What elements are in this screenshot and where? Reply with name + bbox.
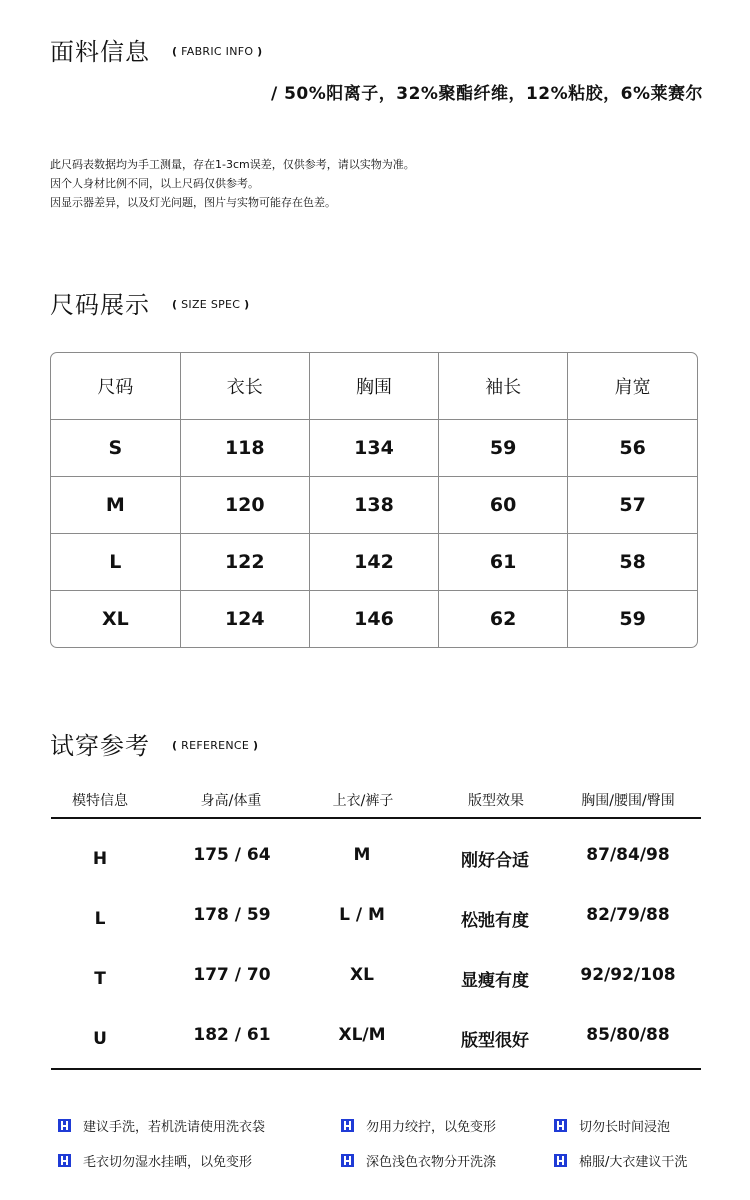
reference-bottom-rule: [51, 1068, 701, 1070]
reference-cell: XL: [350, 965, 374, 985]
reference-cell: T: [94, 969, 106, 989]
note-line: 此尺码表数据均为手工测量，存在1-3cm误差，仅供参考，请以实物为准。: [50, 158, 415, 171]
care-item: [58, 1151, 252, 1170]
care-text: 切勿长时间浸泡: [579, 1120, 671, 1135]
size-table: [50, 352, 698, 648]
fabric-title: 面料信息: [50, 38, 150, 66]
size-cell: 138: [309, 476, 438, 533]
reference-header: 上衣/裤子: [332, 793, 394, 809]
reference-cell: L / M: [339, 905, 385, 925]
reference-row: [50, 845, 701, 875]
size-table-header-row: [51, 353, 697, 419]
size-cell: S: [51, 419, 180, 476]
size-spec-subtitle: ( SIZE SPEC ): [172, 298, 250, 311]
notes: [50, 155, 415, 212]
hanger-h-icon: [58, 1119, 71, 1132]
care-item: [58, 1116, 265, 1135]
care-item: [341, 1151, 496, 1170]
size-table-row: [51, 419, 697, 476]
size-spec-title: 尺码展示: [50, 291, 150, 319]
care-item: [554, 1116, 670, 1135]
reference-row: [50, 905, 701, 935]
size-cell: 118: [180, 419, 309, 476]
size-cell: 60: [439, 476, 568, 533]
size-table-row: [51, 534, 697, 591]
reference-cell: XL/M: [338, 1025, 386, 1045]
reference-header: 模特信息: [72, 793, 128, 809]
reference-cell: 松弛有度: [461, 911, 529, 931]
size-cell: 62: [439, 591, 568, 647]
hanger-h-icon: [341, 1119, 354, 1132]
reference-cell: L: [94, 909, 106, 929]
reference-subtitle: ( REFERENCE ): [172, 739, 259, 752]
size-cell: M: [51, 476, 180, 533]
reference-cell: 82/79/88: [586, 905, 670, 925]
reference-header: 身高/体重: [200, 793, 262, 809]
size-table-header: 肩宽: [568, 353, 697, 419]
reference-row: [50, 1025, 701, 1055]
size-cell: XL: [51, 591, 180, 647]
care-text: 建议手洗，若机洗请使用洗衣袋: [83, 1120, 266, 1135]
size-cell: 57: [568, 476, 697, 533]
care-text: 毛衣切勿湿水挂晒，以免变形: [83, 1155, 253, 1170]
size-table-header: 袖长: [439, 353, 568, 419]
note-line: 因个人身材比例不同，以上尺码仅供参考。: [50, 177, 259, 190]
size-cell: 58: [568, 534, 697, 591]
size-table-header: 衣长: [180, 353, 309, 419]
reference-cell: H: [92, 849, 108, 869]
size-cell: 122: [180, 534, 309, 591]
care-text: 棉服/大衣建议干洗: [579, 1155, 688, 1170]
size-cell: 59: [439, 419, 568, 476]
care-item: [554, 1151, 687, 1170]
reference-cell: 87/84/98: [586, 845, 670, 865]
reference-cell: 182 / 61: [193, 1025, 271, 1045]
reference-cell: 178 / 59: [193, 905, 271, 925]
size-cell: L: [51, 534, 180, 591]
reference-header: 胸围/腰围/臀围: [581, 793, 675, 809]
hanger-h-icon: [341, 1154, 354, 1167]
reference-cell: 92/92/108: [580, 965, 676, 985]
note-line: 因显示器差异，以及灯光问题，图片与实物可能存在色差。: [50, 196, 336, 209]
care-item: [341, 1116, 496, 1135]
size-cell: 142: [309, 534, 438, 591]
reference-top-rule: [51, 817, 701, 819]
reference-cell: 175 / 64: [193, 845, 271, 865]
reference-cell: 版型很好: [461, 1031, 529, 1051]
size-cell: 120: [180, 476, 309, 533]
reference-cell: 177 / 70: [193, 965, 271, 985]
size-cell: 56: [568, 419, 697, 476]
reference-cell: 刚好合适: [461, 851, 529, 871]
size-cell: 59: [619, 608, 646, 631]
reference-cell: M: [353, 845, 371, 865]
size-table-row: [51, 591, 697, 647]
size-cell: 146: [309, 591, 438, 647]
reference-header: 版型效果: [468, 793, 524, 809]
fabric-composition: / 50%阳离子，32%聚酯纤维，12%粘胶，6%莱赛尔: [270, 84, 703, 104]
size-cell: 124: [180, 591, 309, 647]
reference-cell: U: [93, 1029, 107, 1049]
size-cell: 134: [309, 419, 438, 476]
size-cell: 61: [439, 534, 568, 591]
hanger-h-icon: [554, 1154, 567, 1167]
care-text: 勿用力绞拧，以免变形: [366, 1120, 497, 1135]
reference-header-row: [50, 790, 701, 812]
fabric-subtitle: ( FABRIC INFO ): [172, 45, 263, 58]
hanger-h-icon: [58, 1154, 71, 1167]
size-table-header: 尺码: [51, 353, 180, 419]
hanger-h-icon: [554, 1119, 567, 1132]
reference-row: [50, 965, 701, 995]
reference-title: 试穿参考: [50, 732, 150, 760]
size-table-row: [51, 476, 697, 533]
care-text: 深色浅色衣物分开洗涤: [366, 1155, 497, 1170]
reference-cell: 显瘦有度: [461, 971, 529, 991]
reference-cell: 85/80/88: [586, 1025, 670, 1045]
size-table-header: 胸围: [309, 353, 438, 419]
